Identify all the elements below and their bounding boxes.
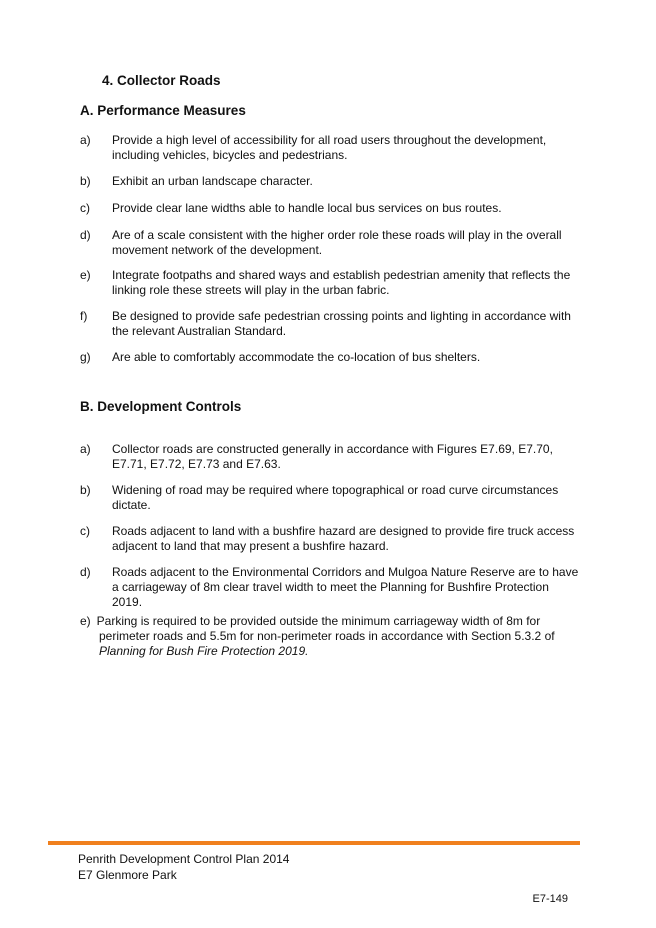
- list-marker: e): [80, 268, 91, 282]
- list-item-text: Provide clear lane widths able to handle local bus services on bus routes.: [112, 201, 502, 215]
- list-marker: d): [80, 565, 91, 579]
- list-item-text: Are able to comfortably accommodate the co-location of bus shelters.: [112, 350, 481, 364]
- list-item-text: Widening of road may be required where topographical or road curve circumstances dictate.: [112, 483, 559, 512]
- list-marker: b): [80, 174, 91, 188]
- footer-section-name: E7 Glenmore Park: [78, 868, 177, 882]
- list-marker: f): [80, 309, 88, 323]
- list-marker: g): [80, 350, 91, 364]
- list-item-text: Exhibit an urban landscape character.: [112, 174, 313, 188]
- development-controls-heading: B. Development Controls: [80, 399, 242, 414]
- list-marker: a): [80, 442, 91, 456]
- list-marker: d): [80, 228, 91, 242]
- list-item-text: Parking is required to be provided outside the minimum carriageway width of 8m for perimeter roads and 5.5m for non-perimeter roads in accordance with Section 5.3.2 of: [96, 614, 555, 643]
- list-item-text: Be designed to provide safe pedestrian crossing points and lighting in accordance with the relevant Australian Standard.: [112, 309, 571, 338]
- performance-measures-heading: A. Performance Measures: [80, 103, 246, 118]
- section-title: 4. Collector Roads: [102, 73, 221, 88]
- controls-item-e: [80, 614, 580, 659]
- footer-document-title: Penrith Development Control Plan 2014: [78, 852, 290, 866]
- list-marker: c): [80, 524, 90, 538]
- page-number: E7-149: [532, 893, 568, 905]
- list-marker: b): [80, 483, 91, 497]
- list-item-text: Are of a scale consistent with the higher order role these roads will play in the overall movement network of the development.: [112, 228, 562, 257]
- publication-title: Planning for Bush Fire Protection 2019.: [99, 644, 309, 658]
- list-item-text: Integrate footpaths and shared ways and establish pedestrian amenity that reflects the linking role these streets will play in the urban fabric.: [112, 268, 571, 297]
- footer-divider: [48, 841, 580, 845]
- list-item-text: Collector roads are constructed generally in accordance with Figures E7.69, E7.70, E7.71, E7.72, E7.73 and E7.63.: [112, 442, 553, 471]
- list-marker: e): [80, 614, 91, 628]
- list-item-text: Roads adjacent to land with a bushfire hazard are designed to provide fire truck access adjacent to land that may present a bushfire hazard.: [112, 524, 575, 553]
- list-item-text: Roads adjacent to the Environmental Corridors and Mulgoa Nature Reserve are to have a carriageway of 8m clear travel width to meet the Planning for Bushfire Protection 2019.: [112, 565, 579, 609]
- list-marker: a): [80, 133, 91, 147]
- list-marker: c): [80, 201, 90, 215]
- list-item-text: Provide a high level of accessibility for all road users throughout the development, including vehicles, bicycles and pedestrians.: [112, 133, 547, 162]
